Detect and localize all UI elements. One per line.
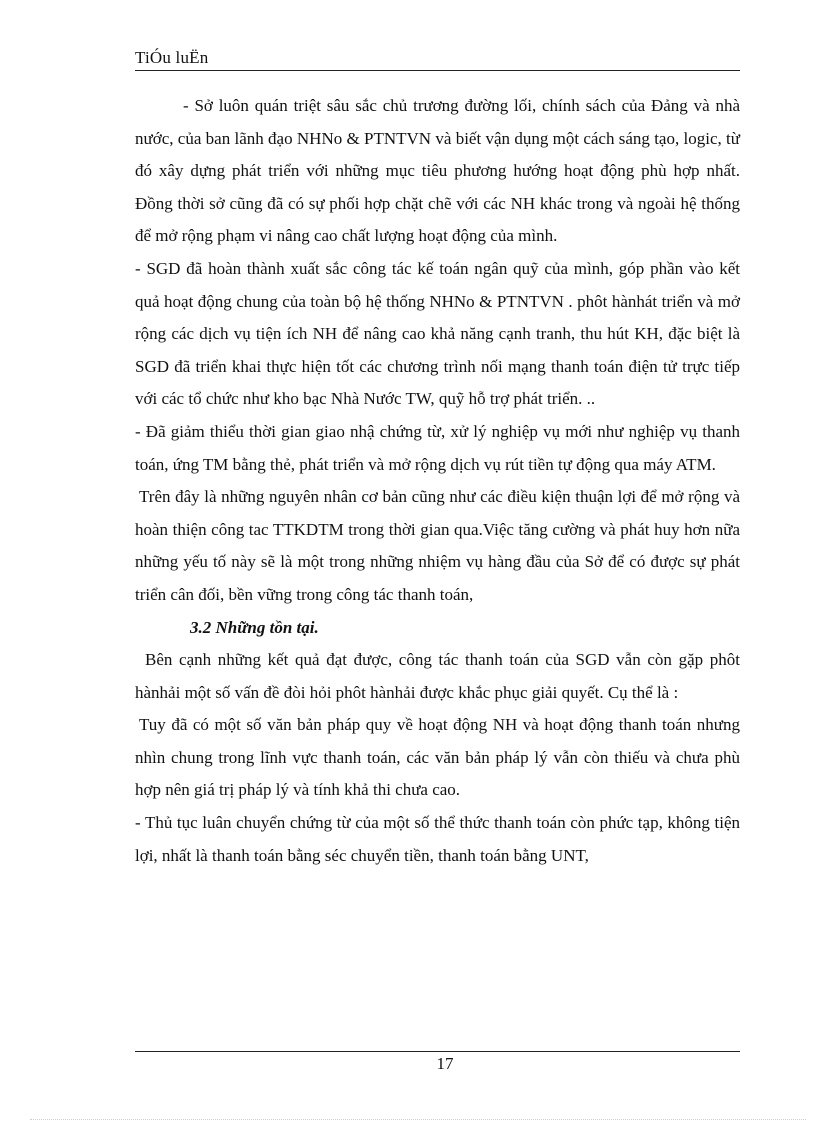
paragraph-6: Tuy đã có một số văn bản pháp quy về hoạt động NH và hoạt động thanh toán nhưng nhìn chung trong lĩnh vực thanh toán, các văn bản pháp lý vẫn còn thiếu và chưa phù hợp nên giá trị pháp lý và tính khả thi chưa cao. [135,715,740,800]
page-header-title: TiÓu luËn [135,48,209,67]
header-rule [135,70,740,71]
paragraph-1: - Sở luôn quán triệt sâu sắc chủ trương đường lối, chính sách của Đảng và nhà nước, của ban lãnh đạo NHNo & PTNTVN và biết vận dụng một cách sáng tạo, logic, từ đó xây dựng phát triển với những mục tiêu phương hướng hoạt động phù hợp nhất. Đồng thời sở cũng đã có sự phối hợp chặt chẽ với các NH khác trong và ngoài hệ thống để mở rộng phạm vi nâng cao chất lượng hoạt động của mình. [135,96,740,246]
paragraph-4: Trên đây là những nguyên nhân cơ bản cũng như các điều kiện thuận lợi để mở rộng và hoàn thiện công tac TTKDTM trong thời gian qua.Việc tăng cường và phát huy hơn nữa những yếu tố này sẽ là một trong những nhiệm vụ hàng đầu của Sở để có được sự phát triển cân đối, bền vững trong công tác thanh toán, [135,487,740,604]
page-number: 17 [436,1054,454,1073]
section-heading: 3.2 Những tồn tại. [190,617,319,637]
footer-rule [135,1051,740,1052]
page-edge-dots [30,1119,806,1120]
document-body [135,90,740,872]
paragraph-2: - SGD đã hoàn thành xuất sắc công tác kế toán ngân quỹ của mình, góp phần vào kết quả hoạt động chung của toàn bộ hệ thống NHNo & PTNTVN . phôt hànhát triển và mở rộng các dịch vụ tiện ích NH để nâng cao khả năng cạnh tranh, thu hút KH, đặc biệt là SGD đã triển khai thực hiện tốt các chương trình nối mạng thanh toán điện tử trực tiếp với các tổ chức như kho bạc Nhà Nước TW, quỹ hỗ trợ phát triển. .. [135,258,740,409]
paragraph-5: Bên cạnh những kết quả đạt được, công tác thanh toán của SGD vẫn còn gặp phôt hànhải một số vấn đề đòi hỏi phôt hànhải được khắc phục giải quyết. Cụ thể là : [135,650,740,702]
paragraph-7: - Thủ tục luân chuyển chứng từ của một số thể thức thanh toán còn phức tạp, không tiện lợi, nhất là thanh toán bằng séc chuyển tiền, thanh toán bằng UNT, [135,813,740,865]
paragraph-3: - Đã giảm thiểu thời gian giao nhậ chứng từ, xử lý nghiệp vụ mới như nghiệp vụ thanh toán, ứng TM bằng thẻ, phát triển và mở rộng dịch vụ rút tiền tự động qua máy ATM. [135,421,740,474]
